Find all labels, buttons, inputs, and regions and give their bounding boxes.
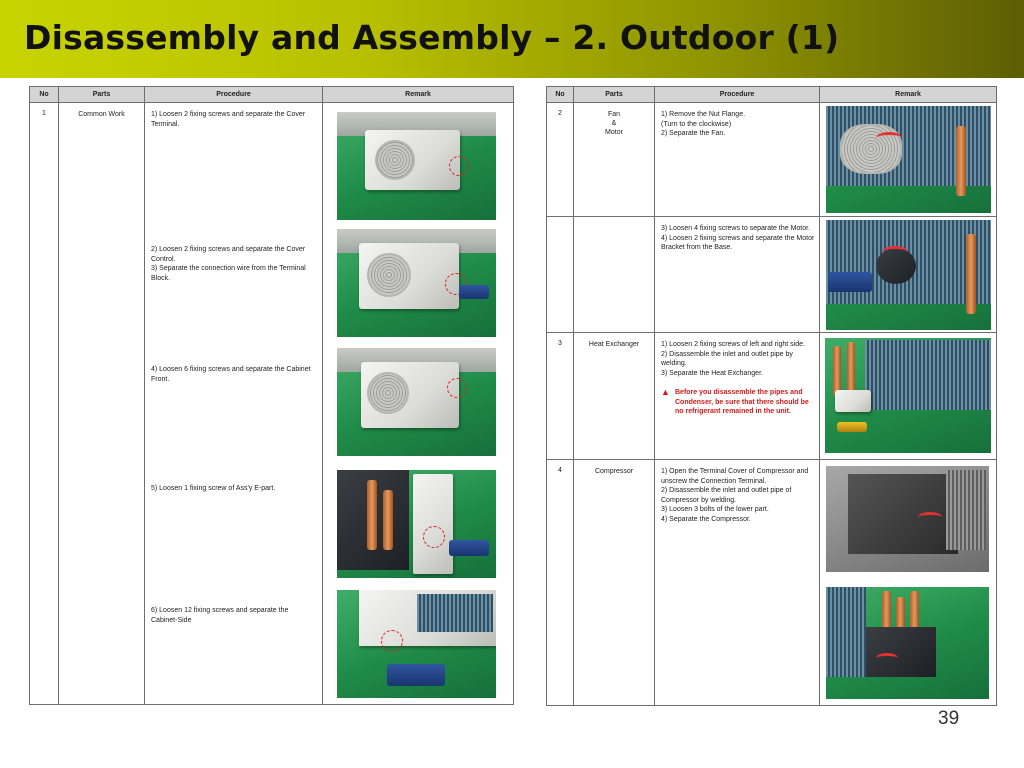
header-parts: Parts xyxy=(574,87,655,103)
header-no: No xyxy=(30,87,59,103)
row-procedure: 1) Open the Terminal Cover of Compressor and unscrew the Connection Terminal. 2) Disassemble the inlet and outlet pipe of Compressor by welding. 3) Loosen 3 bolts of the lower part. 4) Separate the Compressor. xyxy=(655,460,820,706)
table-row xyxy=(30,103,514,705)
row-parts: Fan & Motor xyxy=(574,103,655,217)
remark-cell xyxy=(820,103,997,217)
row-parts: Common Work xyxy=(59,103,145,705)
row-no: 1 xyxy=(30,103,59,705)
title-bar xyxy=(0,0,1024,78)
header-remark: Remark xyxy=(820,87,997,103)
row-no: 3 xyxy=(547,333,574,460)
header-no: No xyxy=(547,87,574,103)
header-parts: Parts xyxy=(59,87,145,103)
page-title: Disassembly and Assembly – 2. Outdoor (1) xyxy=(24,18,840,57)
procedure-step-4: 5) Loosen 1 fixing screw of Ass'y E-part. xyxy=(151,485,276,492)
procedure-step-1: 1) Loosen 2 fixing screws and separate the Cover Terminal. xyxy=(151,111,306,128)
row-procedure: 3) Loosen 4 fixing screws to separate the Motor. 4) Loosen 2 fixing screws and separate the Motor Bracket from the Base. xyxy=(655,217,820,333)
header-remark: Remark xyxy=(323,87,514,103)
photo-e-part xyxy=(337,470,496,578)
row-no: 4 xyxy=(547,460,574,706)
photo-heat-exchanger xyxy=(825,338,991,453)
header-procedure: Procedure xyxy=(145,87,323,103)
photo-cabinet-side xyxy=(337,590,496,698)
remark-cell xyxy=(323,103,514,705)
row-procedure: 1) Remove the Nut Flange. (Turn to the clockwise) 2) Separate the Fan. xyxy=(655,103,820,217)
table-row xyxy=(547,217,997,333)
photo-compressor-terminal xyxy=(826,466,989,572)
procedure-step-5: 6) Loosen 12 fixing screws and separate the Cabinet-Side xyxy=(151,607,289,624)
photo-cabinet-front xyxy=(337,348,496,456)
table-row xyxy=(547,460,997,706)
row-procedure-cell xyxy=(655,333,820,460)
photo-fan xyxy=(826,106,991,213)
row-parts xyxy=(574,217,655,333)
warning-triangle-icon: ▲ xyxy=(661,387,670,397)
warning-note xyxy=(661,388,815,417)
procedure-cell xyxy=(145,103,323,705)
remark-cell xyxy=(820,217,997,333)
left-table-header xyxy=(30,87,514,103)
row-parts: Compressor xyxy=(574,460,655,706)
table-row xyxy=(547,333,997,460)
remark-cell xyxy=(820,460,997,706)
procedure-step-3: 4) Loosen 6 fixing screws and separate the Cabinet Front. xyxy=(151,366,311,383)
right-table-header xyxy=(547,87,997,103)
right-procedure-table xyxy=(546,86,997,706)
row-procedure: 1) Loosen 2 fixing screws of left and right side. 2) Disassemble the inlet and outlet pipe by welding. 3) Separate the Heat Exchanger. xyxy=(661,341,805,377)
photo-cover-terminal xyxy=(337,112,496,220)
header-procedure: Procedure xyxy=(655,87,820,103)
row-no: 2 xyxy=(547,103,574,217)
left-procedure-table xyxy=(29,86,514,705)
photo-cover-control xyxy=(337,229,496,337)
photo-motor xyxy=(826,220,991,330)
row-no xyxy=(547,217,574,333)
procedure-step-2: 2) Loosen 2 fixing screws and separate the Cover Control. 3) Separate the connection wire from the Terminal Block. xyxy=(151,246,306,282)
page-number: 39 xyxy=(938,708,960,729)
row-parts: Heat Exchanger xyxy=(574,333,655,460)
photo-compressor-bolts xyxy=(826,587,989,699)
warning-text: Before you disassemble the pipes and Condenser, be sure that there should be no refrigerant remained in the unit. xyxy=(675,389,809,415)
remark-cell xyxy=(820,333,997,460)
table-row xyxy=(547,103,997,217)
